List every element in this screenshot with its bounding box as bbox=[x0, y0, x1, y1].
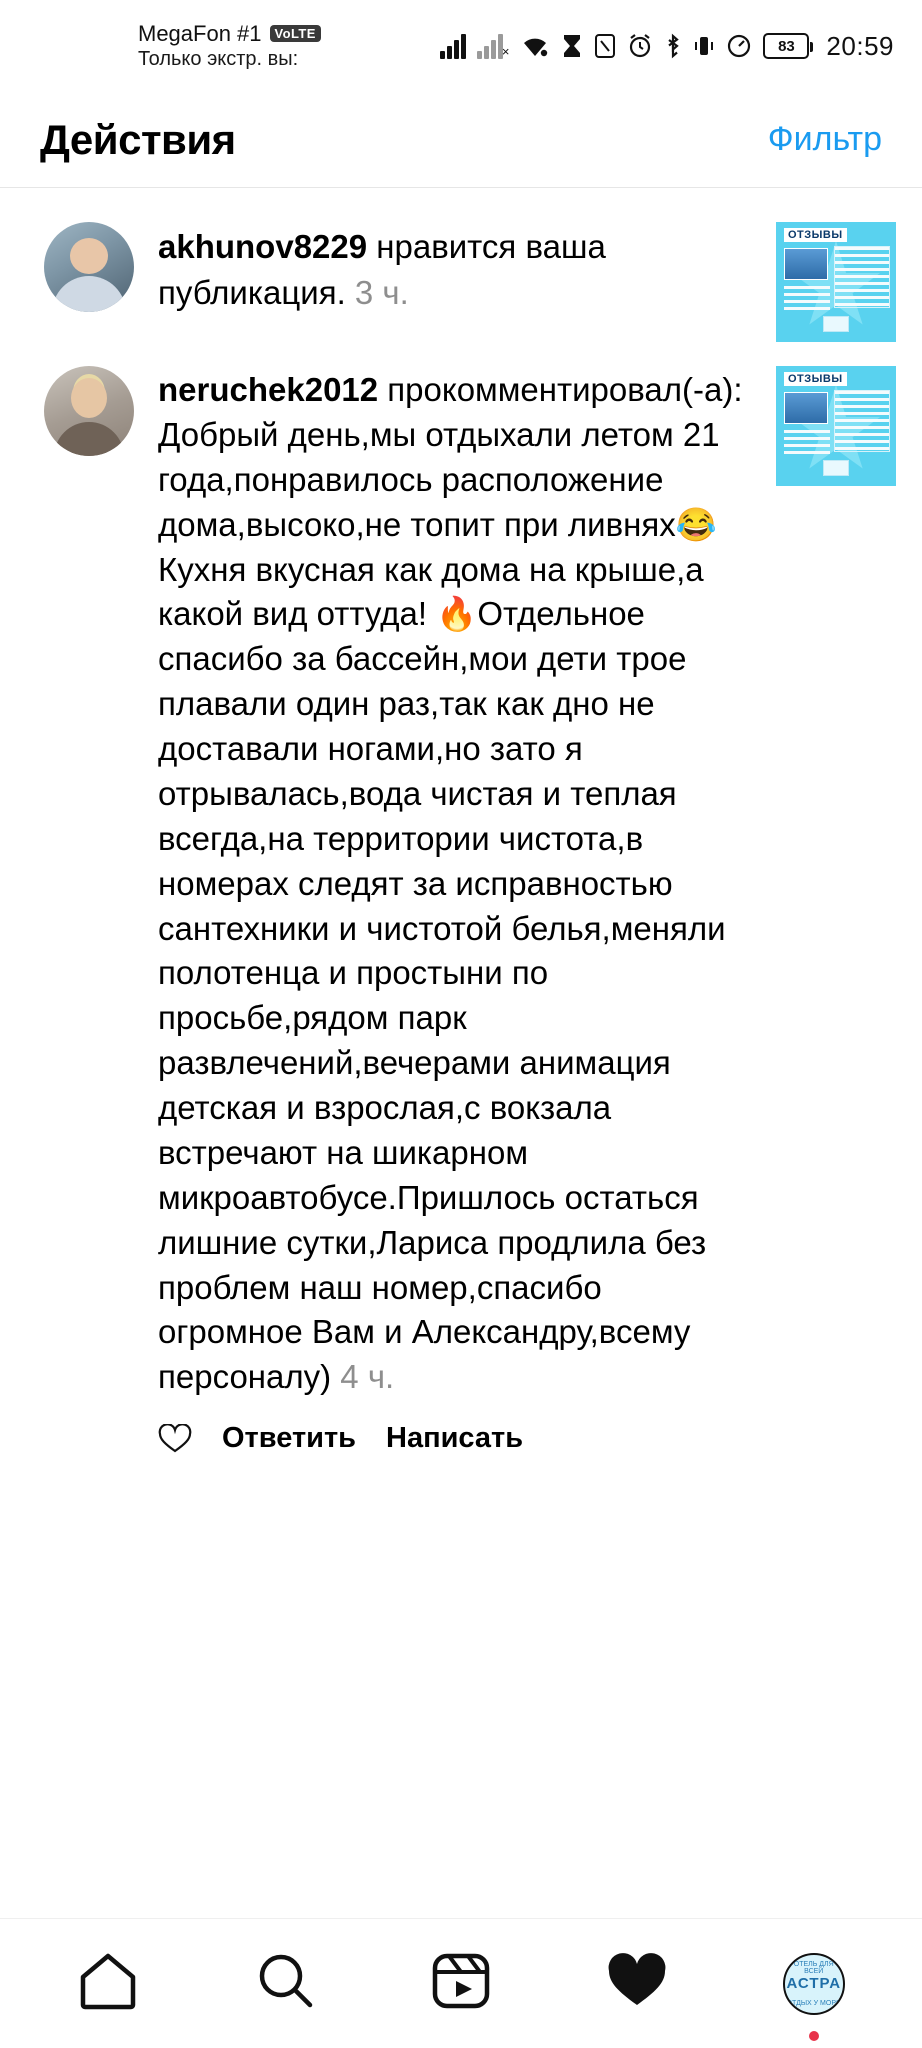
page-header bbox=[0, 92, 922, 188]
nav-activity-button[interactable] bbox=[592, 1939, 682, 2029]
filter-button[interactable]: Фильтр bbox=[767, 120, 882, 158]
notification-dot bbox=[809, 2031, 819, 2041]
carrier-name: MegaFon #1 bbox=[138, 20, 262, 46]
list-item[interactable] bbox=[0, 354, 922, 1412]
thumbnail-text-lines-secondary bbox=[784, 430, 830, 456]
wifi-icon bbox=[520, 33, 550, 59]
activity-heart-icon bbox=[606, 1952, 668, 2015]
profile-avatar bbox=[783, 1953, 845, 2015]
activity-message: прокомментировал(-а): Добрый день,мы отдыхали летом 21 года,понравилось расположение дома,высоко,не топит при ливнях😂Кухня вкусная как дома на крыше,а какой вид оттуда! 🔥Отдельное спасибо за бассейн,мои дети трое плавали один раз,так как дно не доставали ногами,но зато я отрывалась,вода чистая и теплая всегда,на территории чистота,в номерах следят за исправностью сантехники и чистотой белья,меняли полотенца и простыни по просьбе,рядом парк развлечений,вечерами анимация детская и взрослая,с вокзала встречают на шикарном микроавтобусе.Пришлось остаться лишние сутки,Лариса продлила без проблем наш номер,спасибо огромное Вам и Александру,всему персоналу) bbox=[158, 371, 743, 1396]
post-thumbnail[interactable] bbox=[776, 222, 896, 342]
activity-item-text bbox=[158, 222, 752, 315]
search-icon bbox=[254, 1951, 316, 2016]
comment-actions[interactable] bbox=[0, 1412, 922, 1455]
username-link[interactable]: akhunov8229 bbox=[158, 228, 368, 265]
volte-badge: VoLTE bbox=[270, 25, 321, 42]
carrier-line-primary bbox=[138, 20, 321, 48]
thumbnail-text-lines bbox=[834, 246, 890, 308]
page-title: Действия bbox=[40, 115, 236, 163]
activity-item-text bbox=[158, 366, 752, 1400]
thumbnail-text-lines bbox=[834, 390, 890, 452]
avatar[interactable] bbox=[44, 366, 134, 456]
reels-icon bbox=[430, 1951, 492, 2016]
avatar[interactable] bbox=[44, 222, 134, 312]
nav-reels-button[interactable] bbox=[416, 1939, 506, 2029]
battery-percent: 83 bbox=[778, 37, 795, 55]
reply-button[interactable]: Ответить bbox=[222, 1422, 357, 1455]
thumbnail-photo bbox=[784, 248, 828, 280]
status-bar bbox=[0, 0, 922, 92]
data-saver-icon bbox=[726, 33, 752, 59]
nfc-icon bbox=[594, 33, 616, 59]
signal-bars-icon bbox=[440, 33, 466, 59]
home-icon bbox=[77, 1951, 139, 2016]
profile-avatar-bottom-text: ОТДЫХ У МОРЯ bbox=[786, 1999, 841, 2007]
profile-avatar-label: АСТРА bbox=[786, 1975, 842, 1992]
profile-avatar-top-text: ОТЕЛЬ ДЛЯ ВСЕЙ bbox=[793, 1960, 834, 1975]
thumbnail-photo bbox=[784, 392, 828, 424]
signal-bars-secondary-icon: × bbox=[477, 33, 510, 59]
list-item[interactable] bbox=[0, 210, 922, 354]
like-heart-icon[interactable] bbox=[158, 1424, 192, 1454]
thumbnail-badge bbox=[823, 460, 849, 476]
post-thumbnail[interactable] bbox=[776, 366, 896, 486]
bottom-navigation[interactable] bbox=[0, 1918, 922, 2048]
username-link[interactable]: neruchek2012 bbox=[158, 371, 379, 408]
vibrate-icon bbox=[693, 33, 715, 59]
thumbnail-title: ОТЗЫВЫ bbox=[784, 372, 847, 386]
nav-profile-button[interactable] bbox=[769, 1939, 859, 2029]
nav-search-button[interactable] bbox=[240, 1939, 330, 2029]
activity-feed[interactable] bbox=[0, 188, 922, 1858]
carrier-note: Только экстр. вы: bbox=[138, 48, 299, 71]
thumbnail-text-lines-secondary bbox=[784, 286, 830, 312]
thumbnail-badge bbox=[823, 316, 849, 332]
activity-message: нравится ваша публикация. bbox=[158, 228, 606, 311]
battery-icon bbox=[763, 33, 809, 59]
alarm-icon bbox=[627, 33, 653, 59]
carrier-block bbox=[138, 20, 321, 73]
timestamp: 4 ч. bbox=[340, 1358, 395, 1396]
feed-bottom-fade bbox=[0, 1818, 922, 1858]
status-icons bbox=[440, 31, 894, 62]
nav-home-button[interactable] bbox=[63, 1939, 153, 2029]
write-button[interactable]: Написать bbox=[386, 1422, 524, 1455]
bluetooth-icon bbox=[664, 33, 682, 59]
status-clock: 20:59 bbox=[826, 30, 894, 61]
hourglass-icon bbox=[561, 33, 583, 59]
thumbnail-title: ОТЗЫВЫ bbox=[784, 228, 847, 242]
timestamp: 3 ч. bbox=[354, 273, 409, 311]
